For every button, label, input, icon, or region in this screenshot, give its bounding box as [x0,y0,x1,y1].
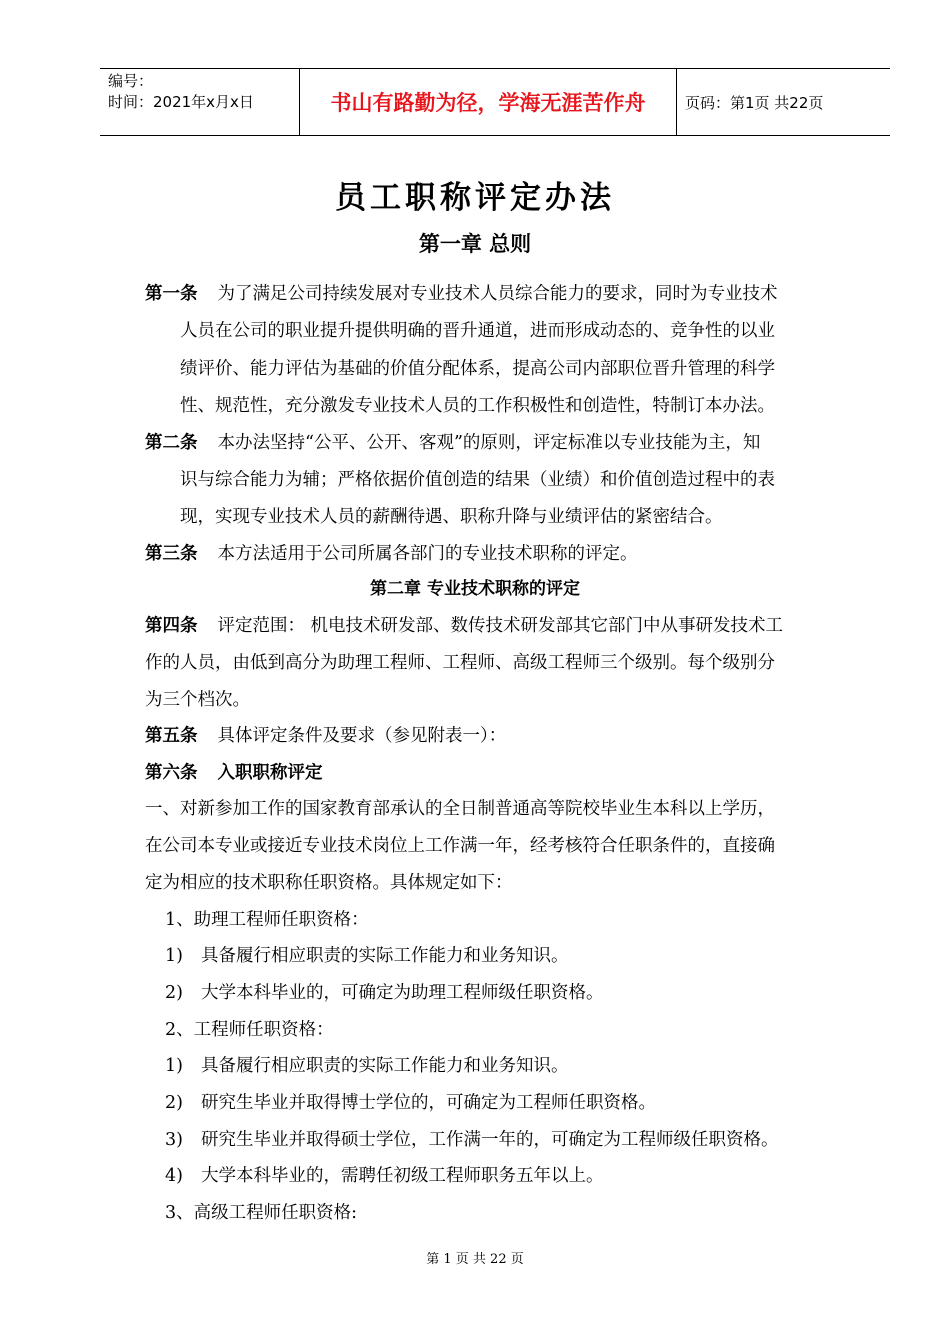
list-item: 2) 大学本科毕业的，可确定为助理工程师级任职资格。 [165,983,604,1003]
article-4-line-3: 为三个档次。 [145,690,250,710]
article-4-label: 第四条 [145,616,198,636]
article-1-line-1: 第一条 为了满足公司持续发展对专业技术人员综合能力的要求，同时为专业技术 [145,284,778,304]
article-6-line-1: 第六条 入职职称评定 [145,763,323,783]
list-item: 1) 具备履行相应职责的实际工作能力和业务知识。 [165,946,569,966]
article-3-label: 第三条 [145,544,198,564]
chapter-1-heading: 第一章 总则 [418,232,532,256]
article-5-line-1: 第五条 具体评定条件及要求（参见附表一）： [145,726,507,746]
list-item: 2) 研究生毕业并取得博士学位的，可确定为工程师任职资格。 [165,1093,656,1113]
number-label: 编号： [108,72,154,90]
paragraph-1-line-3: 定为相应的技术职称任职资格。具体规定如下： [145,873,513,893]
article-1-line-4: 性、规范性，充分激发专业技术人员的工作积极性和创造性，特制订本办法。 [180,396,775,416]
article-1-label: 第一条 [145,284,198,304]
document-title: 员工职称评定办法 [335,180,615,216]
article-4-line-1: 第四条 评定范围： 机电技术研发部、数传技术研发部其它部门中从事研发技术工 [145,616,784,636]
date-label: 时间：2021年x月x日 [108,93,254,111]
header-page-label: 页码：第1页 共22页 [685,93,824,112]
list-heading-3: 3、高级工程师任职资格: [165,1203,358,1223]
header-table [100,68,890,136]
list-heading-1: 1、助理工程师任职资格： [165,910,369,930]
paragraph-1-line-1: 一、对新参加工作的国家教育部承认的全日制普通高等院校毕业生本科以上学历， [145,799,775,819]
article-5-label: 第五条 [145,726,198,746]
list-item: 1) 具备履行相应职责的实际工作能力和业务知识。 [165,1056,569,1076]
article-6-label: 第六条 [145,763,198,783]
article-4-line-2: 作的人员，由低到高分为助理工程师、工程师、高级工程师三个级别。每个级别分 [145,653,775,673]
article-1-line-2: 人员在公司的职业提升提供明确的晋升通道，进而形成动态的、竞争性的以业 [180,321,775,341]
chapter-2-heading: 第二章 专业技术职称的评定 [370,579,580,599]
list-item: 3) 研究生毕业并取得硕士学位，工作满一年的，可确定为工程师级任职资格。 [165,1130,779,1150]
article-2-line-3: 现，实现专业技术人员的薪酬待遇、职称升降与业绩评估的紧密结合。 [180,507,723,527]
list-item: 4) 大学本科毕业的，需聘任初级工程师职务五年以上。 [165,1166,604,1186]
header-motto: 书山有路勤为径，学海无涯苦作舟 [300,69,677,135]
paragraph-1-line-2: 在公司本专业或接近专业技术岗位上工作满一年，经考核符合任职条件的，直接确 [145,836,775,856]
article-2-line-1: 第二条 本办法坚持“公平、公开、客观”的原则，评定标准以专业技能为主，知 [145,433,761,453]
article-2-label: 第二条 [145,433,198,453]
article-1-line-3: 绩评价、能力评估为基础的价值分配体系，提高公司内部职位晋升管理的科学 [180,359,775,379]
article-2-line-2: 识与综合能力为辅；严格依据价值创造的结果（业绩）和价值创造过程中的表 [180,470,775,490]
article-3-line-1: 第三条 本方法适用于公司所属各部门的专业技术职称的评定。 [145,544,638,564]
page-footer: 第 1 页 共 22 页 [426,1252,524,1267]
header-meta-cell [100,69,300,135]
list-heading-2: 2、工程师任职资格： [165,1020,334,1040]
